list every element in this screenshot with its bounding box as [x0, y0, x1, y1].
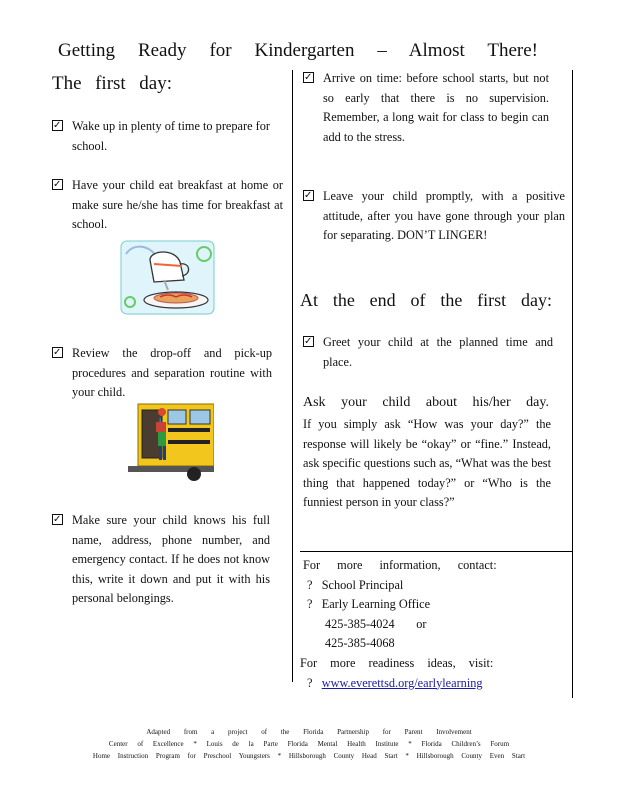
column-divider-right	[572, 70, 573, 698]
checklist-item-arrive: ✓ Arrive on time: before school starts, but not so early that there is no supervision. Remember, a long wait for class to begin can add to the stress.	[304, 71, 549, 144]
bullet-marker: ?	[307, 577, 313, 592]
bullet-marker: ?	[307, 597, 313, 612]
checklist-item-greet: ✓ Greet your child at the planned time and place.	[304, 335, 553, 369]
breakfast-clipart	[120, 240, 215, 315]
readiness-text: For more readiness ideas, visit:	[300, 655, 494, 670]
footer-line-2: Center of Excellence * Louis de la Parte Florida Mental Health Institute * Florida Children’s Forum	[108, 740, 510, 748]
early-learning-link[interactable]: www.everettsd.org/earlylearning	[321, 675, 483, 690]
checklist-item-leave-promptly: ✓ Leave your child promptly, with a positive attitude, after you have gone through your plan for separating. DON’T LINGER!	[304, 189, 565, 243]
checkbox-icon: ✓	[53, 120, 62, 131]
page-title: Getting Ready for Kindergarten – Almost There!	[58, 40, 538, 61]
footer-credits	[29, 726, 589, 762]
bullet-marker: ?	[307, 675, 313, 690]
first-day-heading: The first day:	[52, 73, 172, 94]
contact-office: Early Learning Office	[321, 597, 431, 612]
contact-phone-1: 425-385-4024	[325, 616, 395, 631]
checkbox-icon: ✓	[53, 347, 62, 358]
checkbox-icon: ✓	[304, 336, 313, 347]
checkbox-icon: ✓	[304, 72, 313, 83]
footer-line-3: Home Instruction Program for Preschool Youngsters * Hillsborough County Head Start * Hillsborough County Even Start	[92, 752, 526, 760]
checkbox-icon: ✓	[304, 190, 313, 201]
checklist-item-breakfast: ✓ Have your child eat breakfast at home or make sure he/she has time for breakfast at school.	[53, 178, 283, 232]
school-bus-clipart	[128, 402, 214, 488]
column-divider-left	[292, 70, 293, 682]
end-of-day-heading: At the end of the first day:	[300, 290, 552, 310]
footer-line-1: Adapted from a project of the Florida Partnership for Parent Involvement	[146, 728, 472, 736]
checkbox-icon: ✓	[53, 179, 62, 190]
checklist-item-wake-up: ✓ Wake up in plenty of time to prepare for school.	[53, 119, 270, 153]
checklist-item-contact-info: ✓ Make sure your child knows his full name, address, phone number, and emergency contact. If he does not know this, write it down and put it with his personal belongings.	[53, 513, 270, 606]
contact-divider	[300, 551, 572, 552]
contact-intro: For more information, contact:	[303, 558, 497, 572]
checkbox-icon: ✓	[53, 514, 62, 525]
ask-paragraph: If you simply ask “How was your day?” the response will likely be “okay” or “fine.” Instead, ask specific questions such as, “What was the best thing that happened today?” or “Who is the funniest person in your class?”	[303, 417, 551, 510]
contact-principal: School Principal	[321, 577, 404, 592]
ask-heading: Ask your child about his/her day.	[303, 395, 549, 410]
checklist-item-drop-off: ✓ Review the drop-off and pick-up procedures and separation routine with your child.	[53, 346, 272, 400]
contact-section	[300, 556, 563, 693]
contact-phone-2: 425-385-4068	[325, 636, 395, 651]
contact-or: or	[416, 616, 427, 631]
